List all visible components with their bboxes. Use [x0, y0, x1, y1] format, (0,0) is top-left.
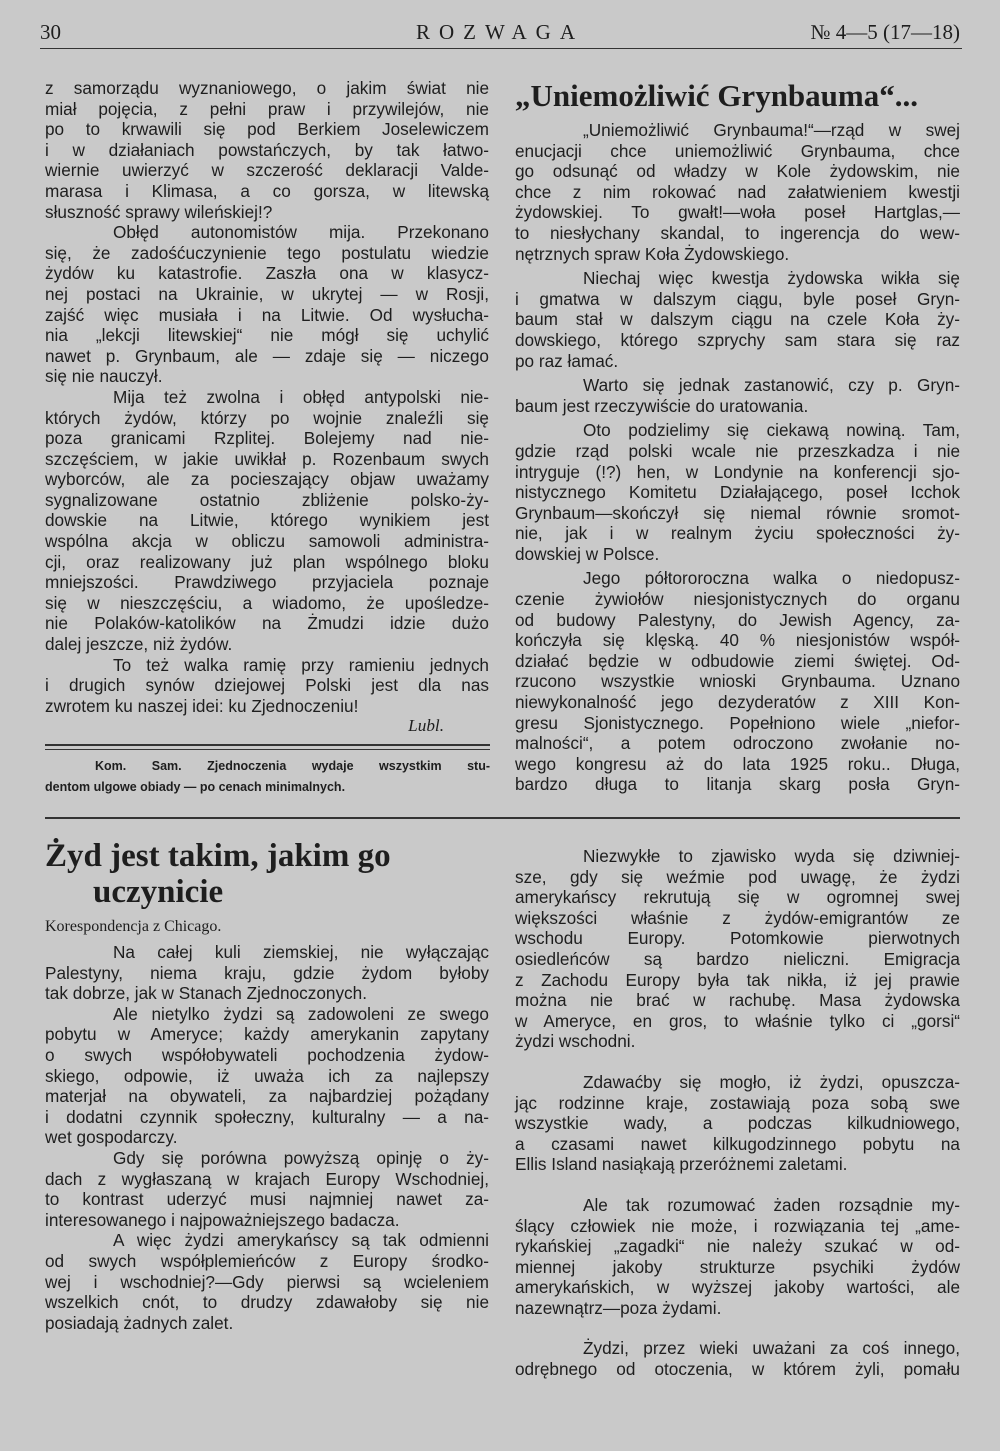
text-line: żydowskiej. To gwałt!—woła poseł Hartglas,— — [515, 202, 960, 223]
text-line: Żydzi, przez wieki uważani za coś innego, — [583, 1338, 960, 1359]
text-line: niewykonalność jego dezyderatów z XIII Kon- — [515, 692, 960, 713]
notice — [45, 756, 490, 797]
text-line: posiadają żadnych zalet. — [45, 1312, 234, 1333]
text-line: gdzie rząd polski wcale nie przeszkadza i nie — [515, 440, 960, 461]
article-title-line: Żyd jest takim, jakim go — [45, 838, 391, 874]
text-line: kończyła się klęską. 40 % niesjonistów współ- — [515, 630, 960, 651]
article-body — [515, 120, 960, 795]
article-top-left — [45, 78, 489, 737]
text-line: A więc żydzi amerykańscy są tak odmienni — [113, 1230, 489, 1251]
text-line: nawet p. Grynbaum, ale — zdaje się — niczego — [45, 345, 489, 366]
text-line: osiedleńców są bardzo nieliczni. Emigracja — [515, 948, 960, 969]
text-line: baum stał w dalszym ciągu na czele Koła ży- — [515, 309, 960, 330]
text-line: Mija też zwolna i obłęd antypolski nie- — [113, 386, 489, 407]
paragraph — [515, 375, 960, 416]
text-line: miennej jakoby strukturze psychiki żydów — [515, 1256, 960, 1277]
text-line: o swych współobywateli pochodzenia żydow- — [45, 1044, 489, 1065]
article-body — [45, 942, 489, 1333]
paragraph — [515, 846, 960, 1052]
text-line: nie, jak i w realnym życiu społeczności ży- — [515, 523, 960, 544]
article-bottom-right — [515, 846, 960, 1380]
article-body — [515, 846, 960, 1380]
notice-line: dentom ulgowe obiady — po cenach minimalnych. — [45, 779, 346, 794]
text-line: można nie brać w rachubę. Masa żydowska — [515, 990, 960, 1011]
text-line: to niesłychany skandal, to ingerencja do wew- — [515, 222, 960, 243]
text-line: miał pojęcia, z pełni praw i przywilejów, nie — [45, 98, 489, 119]
text-line: mniejszości. Prawdziwego przyjaciela poznaje — [45, 572, 489, 593]
divider-double-rule — [45, 744, 490, 746]
text-line: malności“, a potem odroczono zwołanie no- — [515, 733, 960, 754]
text-line: chce z nim rokować nad załatwieniem kwestji — [515, 181, 960, 202]
paragraph — [45, 78, 489, 222]
text-line: zwrotem ku naszej idei: ku Zjednoczeniu! — [45, 695, 359, 716]
text-line: nętrznych spraw Koła Żydowskiego. — [515, 243, 790, 264]
paragraph — [515, 268, 960, 371]
text-line: większości właśnie z żydów-emigrantów ze — [515, 907, 960, 928]
text-line: amerykańskich, w wyższej jakoby wartości, ale — [515, 1277, 960, 1298]
text-line: się nie nauczył. — [45, 366, 163, 387]
paragraph — [45, 1230, 489, 1333]
text-line: „Uniemożliwić Grynbauma!“—rząd w swej — [583, 120, 960, 140]
text-line: szczęściem, w jakie uwikłał p. Rozenbaum swych — [45, 448, 489, 469]
text-line: ślący człowiek nie może, i rozwiązania tej „ame- — [515, 1215, 960, 1236]
text-line: to kontrast uderzyć musi najmniej nawet za- — [45, 1189, 489, 1210]
article-top-right — [515, 78, 960, 795]
text-line: Oto podzielimy się ciekawą nowiną. Tam, — [583, 420, 960, 441]
paragraph — [515, 1072, 960, 1175]
masthead: ROZWAGA — [416, 20, 584, 44]
header-rule — [40, 48, 962, 49]
paragraph — [45, 222, 489, 387]
text-line: Na całej kuli ziemskiej, nie wyłączając — [113, 942, 489, 962]
text-line: marasa i Klimasa, a co gorsza, w litewską — [45, 180, 489, 201]
text-line: intryguje (!?) hen, w Londynie na konferencji sjo- — [515, 461, 960, 482]
text-line: od swych współplemieńców z Europy środko- — [45, 1250, 489, 1271]
issue-number: № 4—5 (17—18) — [810, 20, 960, 44]
text-line: żydzi wschodni. — [515, 1031, 636, 1052]
text-line: a czasami nawet kilkugodzinnego pobytu na — [515, 1133, 960, 1154]
text-line: po to krwawili się pod Berkiem Joselewiczem — [45, 119, 489, 140]
text-line: Warto się jednak zastanowić, czy p. Gryn- — [583, 375, 960, 396]
text-line: go odsunąć od władzy w Kole żydowskim, nie — [515, 161, 960, 182]
text-line: interesowanego i najpoważniejszego badacza. — [45, 1209, 400, 1230]
text-line: dowskie na Litwie, którego wynikiem jest — [45, 510, 489, 531]
text-line: amerykańscy rekrutują się w ogromnej swej — [515, 887, 960, 908]
text-line: z Zachodu Europy była tak nikła, iż jej prawie — [515, 969, 960, 990]
article-title: „Uniemożliwić Grynbauma“... — [515, 78, 918, 113]
text-line: Zdawaćby się mogło, iż żydzi, opuszcza- — [583, 1071, 960, 1092]
text-line: Palestyny, niema kraju, gdzie żydom byłoby — [45, 962, 489, 983]
paragraph — [515, 420, 960, 564]
text-line: wszelkich cnót, to drudzy zdawałoby się nie — [45, 1292, 489, 1313]
text-line: wet gospodarczy. — [45, 1127, 178, 1148]
paragraph — [515, 1338, 960, 1379]
text-line: wej i wschodniej?—Gdy pierwsi są wcieleniem — [45, 1271, 489, 1292]
text-line: dalej jeszcze, niż żydów. — [45, 634, 233, 655]
paragraph — [45, 942, 489, 1004]
text-line: Obłęd autonomistów mija. Przekonano — [113, 222, 489, 243]
text-line: Gdy się porówna powyższą opinję o ży- — [113, 1147, 489, 1168]
text-line: Grynbaum—skończył się niemal równie sromot- — [515, 502, 960, 523]
text-line: wszystkie wady, a podczas kilkudniowego, — [515, 1113, 960, 1134]
notice-line: Kom. Sam. Zjednoczenia wydaje wszystkim stu- — [95, 759, 490, 773]
text-line: Niezwykłe to zjawisko wyda się dziwniej- — [583, 846, 960, 866]
text-line: rzucono wszystkie wnioski Grynbauma. Uznano — [515, 671, 960, 692]
text-line: cji, oraz realizowany już plan wspólnego bloku — [45, 551, 489, 572]
text-line: nia „lekcji litewskiej“ nie mógł się uchylić — [45, 325, 489, 346]
paragraph — [515, 568, 960, 795]
text-line: w Ameryce, en gros, to właśnie tylko ci „gorsi“ — [515, 1010, 960, 1031]
text-line: nazewnątrz—poza żydami. — [515, 1297, 722, 1318]
text-line: Ellis Island nasiąkają przeróżnemi zaletami. — [515, 1154, 848, 1175]
text-line: nej postaci na Ukrainie, w ukrytej — w Rosji, — [45, 283, 489, 304]
text-line: słuszność sprawy wileńskiej!? — [45, 201, 273, 222]
text-line: sze, gdy się weźmie pod uwagę, że żydzi — [515, 866, 960, 887]
article-signature: Lubl. — [408, 716, 444, 736]
text-line: Ale tak rozumować żaden rozsądnie my- — [583, 1194, 960, 1215]
text-line: po raz łamać. — [515, 350, 619, 371]
section-rule — [45, 817, 960, 819]
text-line: bardzo długa to litanja skarg posła Gryn- — [515, 774, 960, 795]
divider-double-rule — [45, 749, 490, 750]
text-line: enucjacji chce uniemożliwić Grynbauma, chce — [515, 140, 960, 161]
text-line: zajść więc musiała i na Litwie. Od wysłucha- — [45, 304, 489, 325]
paragraph — [45, 1148, 489, 1230]
text-line: się, że zadośćuczynienie tego postulatu wiedzie — [45, 242, 489, 263]
text-line: i drugich synów dziejowej Polski jest dla nas — [45, 675, 489, 696]
text-line: wspólna akcja w obliczu samowoli administra- — [45, 531, 489, 552]
text-line: gresu Sjonistycznego. Popełniono wiele „niefor- — [515, 712, 960, 733]
paragraph — [45, 1004, 489, 1148]
article-bottom-left — [45, 838, 489, 1333]
text-line: żydów ku katastrofie. Zaszła ona w klasycz- — [45, 263, 489, 284]
paragraph — [45, 655, 489, 717]
article-body — [45, 78, 489, 716]
text-line: materjał na obywateli, za najbardziej pożądany — [45, 1086, 489, 1107]
text-line: i gmatwa w dalszym ciągu, byle poseł Gryn- — [515, 288, 960, 309]
text-line: dowskiej w Polsce. — [515, 543, 660, 564]
text-line: poza granicami Rzplitej. Bolejemy nad nie- — [45, 428, 489, 449]
text-line: Ale nietylko żydzi są zadowoleni ze swego — [113, 1003, 489, 1024]
text-line: się w nieszczęściu, a wiadomo, że upośledze- — [45, 592, 489, 613]
text-line: odrębnego od otoczenia, w którem żyli, pomału — [515, 1359, 960, 1380]
text-line: Niechaj więc kwestja żydowska wikła się — [583, 268, 960, 289]
article-title-line: uczynicie — [93, 874, 224, 910]
text-line: działać będzie w odbudowie ziemi świętej. Od- — [515, 650, 960, 671]
text-line: dowskiego, którego szprychy sam stara się raz — [515, 329, 960, 350]
text-line: sygnalizowane ostatnio zbliżenie polsko-ży- — [45, 489, 489, 510]
text-line: jąc rodzinne kraje, zostawiają poza sobą swe — [515, 1092, 960, 1113]
paragraph — [45, 387, 489, 655]
text-line: skiego, odpowie, iż uważa ich za najlepszy — [45, 1065, 489, 1086]
text-line: rykańskiej „zagadki“ nie należy szukać w od- — [515, 1236, 960, 1257]
text-line: których żydów, którzy po wojnie znaleźli się — [45, 407, 489, 428]
text-line: baum jest rzeczywiście do uratowania. — [515, 395, 809, 416]
text-line: tak dobrze, jak w Stanach Zjednoczonych. — [45, 983, 367, 1004]
text-line: nie Polaków-katolików na Żmudzi idzie dużo — [45, 613, 489, 634]
text-line: z samorządu wyznaniowego, o jakim świat nie — [45, 78, 489, 98]
text-line: wyborców, ale za pocieszający objaw uważamy — [45, 469, 489, 490]
text-line: wschodu Europy. Potomkowie pierwotnych — [515, 928, 960, 949]
page-number: 30 — [40, 20, 61, 44]
text-line: wego kongresu aż do lata 1925 roku.. Długa, — [515, 753, 960, 774]
text-line: nistycznego Komitetu Działającego, poseł Icchok — [515, 482, 960, 503]
text-line: czenie żywiołów niesjonistycznych do organu — [515, 589, 960, 610]
text-line: wiernie uwierzyć w szczerość deklaracji Valde- — [45, 160, 489, 181]
paragraph — [515, 120, 960, 264]
byline: Korespondencja z Chicago. — [45, 918, 222, 935]
text-line: dach z wygłaszaną w krajach Europy Wschodniej, — [45, 1168, 489, 1189]
text-line: To też walka ramię przy ramieniu jednych — [113, 654, 489, 675]
text-line: od budowy Palestyny, do Jewish Agency, za- — [515, 609, 960, 630]
text-line: pobytu w Ameryce; każdy amerykanin zapytany — [45, 1024, 489, 1045]
text-line: i dodatni czynnik społeczny, kulturalny — a na- — [45, 1106, 489, 1127]
paragraph — [515, 1195, 960, 1319]
text-line: Jego półtororoczna walka o niedopusz- — [583, 568, 960, 589]
text-line: i w działaniach powstańczych, by tak łatwo- — [45, 139, 489, 160]
